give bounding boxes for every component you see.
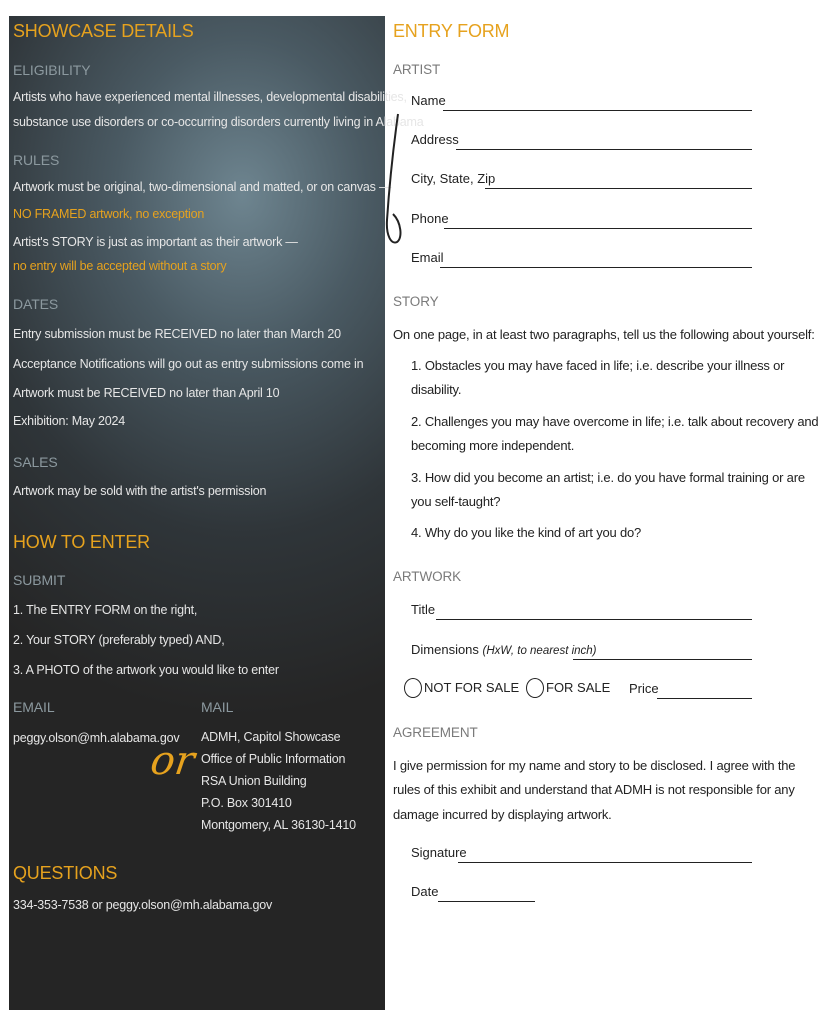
agreement-line: damage incurred by displaying artwork.	[393, 807, 612, 822]
sales-text: Artwork may be sold with the artist's permission	[13, 484, 267, 498]
date-label: Date	[411, 884, 439, 899]
submit-heading: SUBMIT	[13, 572, 66, 588]
dimensions-note: (HxW, to nearest inch)	[482, 645, 597, 657]
date-field[interactable]	[438, 901, 535, 902]
artwork-heading: ARTWORK	[393, 569, 462, 584]
eligibility-heading: ELIGIBILITY	[13, 62, 91, 78]
sales-heading: SALES	[13, 454, 58, 470]
story-item: 1. Obstacles you may have faced in life; i.e. describe your illness or	[411, 358, 785, 373]
submit-item: 2. Your STORY (preferably typed) AND,	[13, 633, 225, 647]
mail-heading: MAIL	[201, 699, 234, 715]
mail-line: RSA Union Building	[201, 774, 307, 788]
email-field[interactable]	[440, 267, 752, 268]
not-for-sale-radio[interactable]	[404, 678, 422, 698]
dimensions-label	[411, 642, 597, 657]
story-item-cont: disability.	[411, 382, 462, 397]
questions-title: QUESTIONS	[13, 863, 118, 883]
questions-text: 334-353-7538 or peggy.olson@mh.alabama.gov	[13, 898, 273, 912]
dimensions-field[interactable]	[573, 659, 752, 660]
title-field[interactable]	[436, 619, 752, 620]
rules-accent-1: NO FRAMED artwork, no exception	[13, 207, 205, 221]
agreement-line: rules of this exhibit and understand that ADMH is not responsible for any	[393, 782, 795, 797]
rules-accent-2: no entry will be accepted without a story	[13, 259, 227, 273]
story-item: 2. Challenges you may have overcome in life; i.e. talk about recovery and	[411, 414, 818, 429]
how-to-enter-title: HOW TO ENTER	[13, 532, 150, 552]
rules-text-2: Artist's STORY is just as important as their artwork —	[13, 235, 298, 249]
dates-item: Entry submission must be RECEIVED no later than March 20	[13, 327, 341, 341]
phone-label: Phone	[411, 211, 449, 226]
name-label: Name	[411, 93, 446, 108]
for-sale-radio[interactable]	[526, 678, 544, 698]
signature-label: Signature	[411, 845, 467, 860]
submit-item: 3. A PHOTO of the artwork you would like to enter	[13, 663, 279, 677]
entry-form-title: ENTRY FORM	[393, 21, 510, 41]
city-state-zip-field[interactable]	[485, 188, 752, 189]
dimensions-label-text: Dimensions	[411, 642, 479, 657]
mail-line: Montgomery, AL 36130-1410	[201, 818, 356, 832]
story-heading: STORY	[393, 294, 439, 309]
dates-item: Artwork must be RECEIVED no later than April 10	[13, 386, 280, 400]
city-state-zip-label: City, State, Zip	[411, 171, 496, 186]
eligibility-text-2: substance use disorders or co-occurring disorders currently living in Alabama	[13, 115, 424, 129]
for-sale-label: FOR SALE	[546, 680, 611, 695]
not-for-sale-label: NOT FOR SALE	[424, 680, 520, 695]
dates-item: Exhibition: May 2024	[13, 414, 126, 428]
dates-heading: DATES	[13, 296, 59, 312]
phone-field[interactable]	[444, 228, 752, 229]
title-label: Title	[411, 602, 436, 617]
email-label: Email	[411, 250, 444, 265]
showcase-title: SHOWCASE DETAILS	[13, 21, 194, 41]
or-divider: or	[147, 738, 198, 784]
mail-line: P.O. Box 301410	[201, 796, 292, 810]
entry-form-panel	[393, 16, 818, 1016]
mail-line: ADMH, Capitol Showcase	[201, 730, 341, 744]
address-field[interactable]	[456, 149, 752, 150]
eligibility-text-1: Artists who have experienced mental illnesses, developmental disabilities,	[13, 90, 407, 104]
name-field[interactable]	[443, 110, 752, 111]
rules-heading: RULES	[13, 152, 60, 168]
email-address[interactable]: peggy.olson@mh.alabama.gov	[13, 731, 180, 745]
submit-item: 1. The ENTRY FORM on the right,	[13, 603, 198, 617]
mail-line: Office of Public Information	[201, 752, 346, 766]
story-item: 3. How did you become an artist; i.e. do you have formal training or are	[411, 470, 805, 485]
price-field[interactable]	[657, 698, 752, 699]
address-label: Address	[411, 132, 459, 147]
artist-heading: ARTIST	[393, 62, 441, 77]
signature-field[interactable]	[458, 862, 752, 863]
price-label: Price	[629, 681, 659, 696]
rules-text-1: Artwork must be original, two-dimensional and matted, or on canvas —	[13, 180, 392, 194]
story-item: 4. Why do you like the kind of art you do?	[411, 525, 642, 540]
agreement-line: I give permission for my name and story to be disclosed. I agree with the	[393, 758, 796, 773]
email-heading: EMAIL	[13, 699, 55, 715]
story-item-cont: you self-taught?	[411, 494, 501, 509]
story-intro: On one page, in at least two paragraphs, tell us the following about yourself:	[393, 327, 815, 342]
dates-item: Acceptance Notifications will go out as entry submissions come in	[13, 357, 364, 371]
story-item-cont: becoming more independent.	[411, 438, 575, 453]
agreement-heading: AGREEMENT	[393, 725, 478, 740]
